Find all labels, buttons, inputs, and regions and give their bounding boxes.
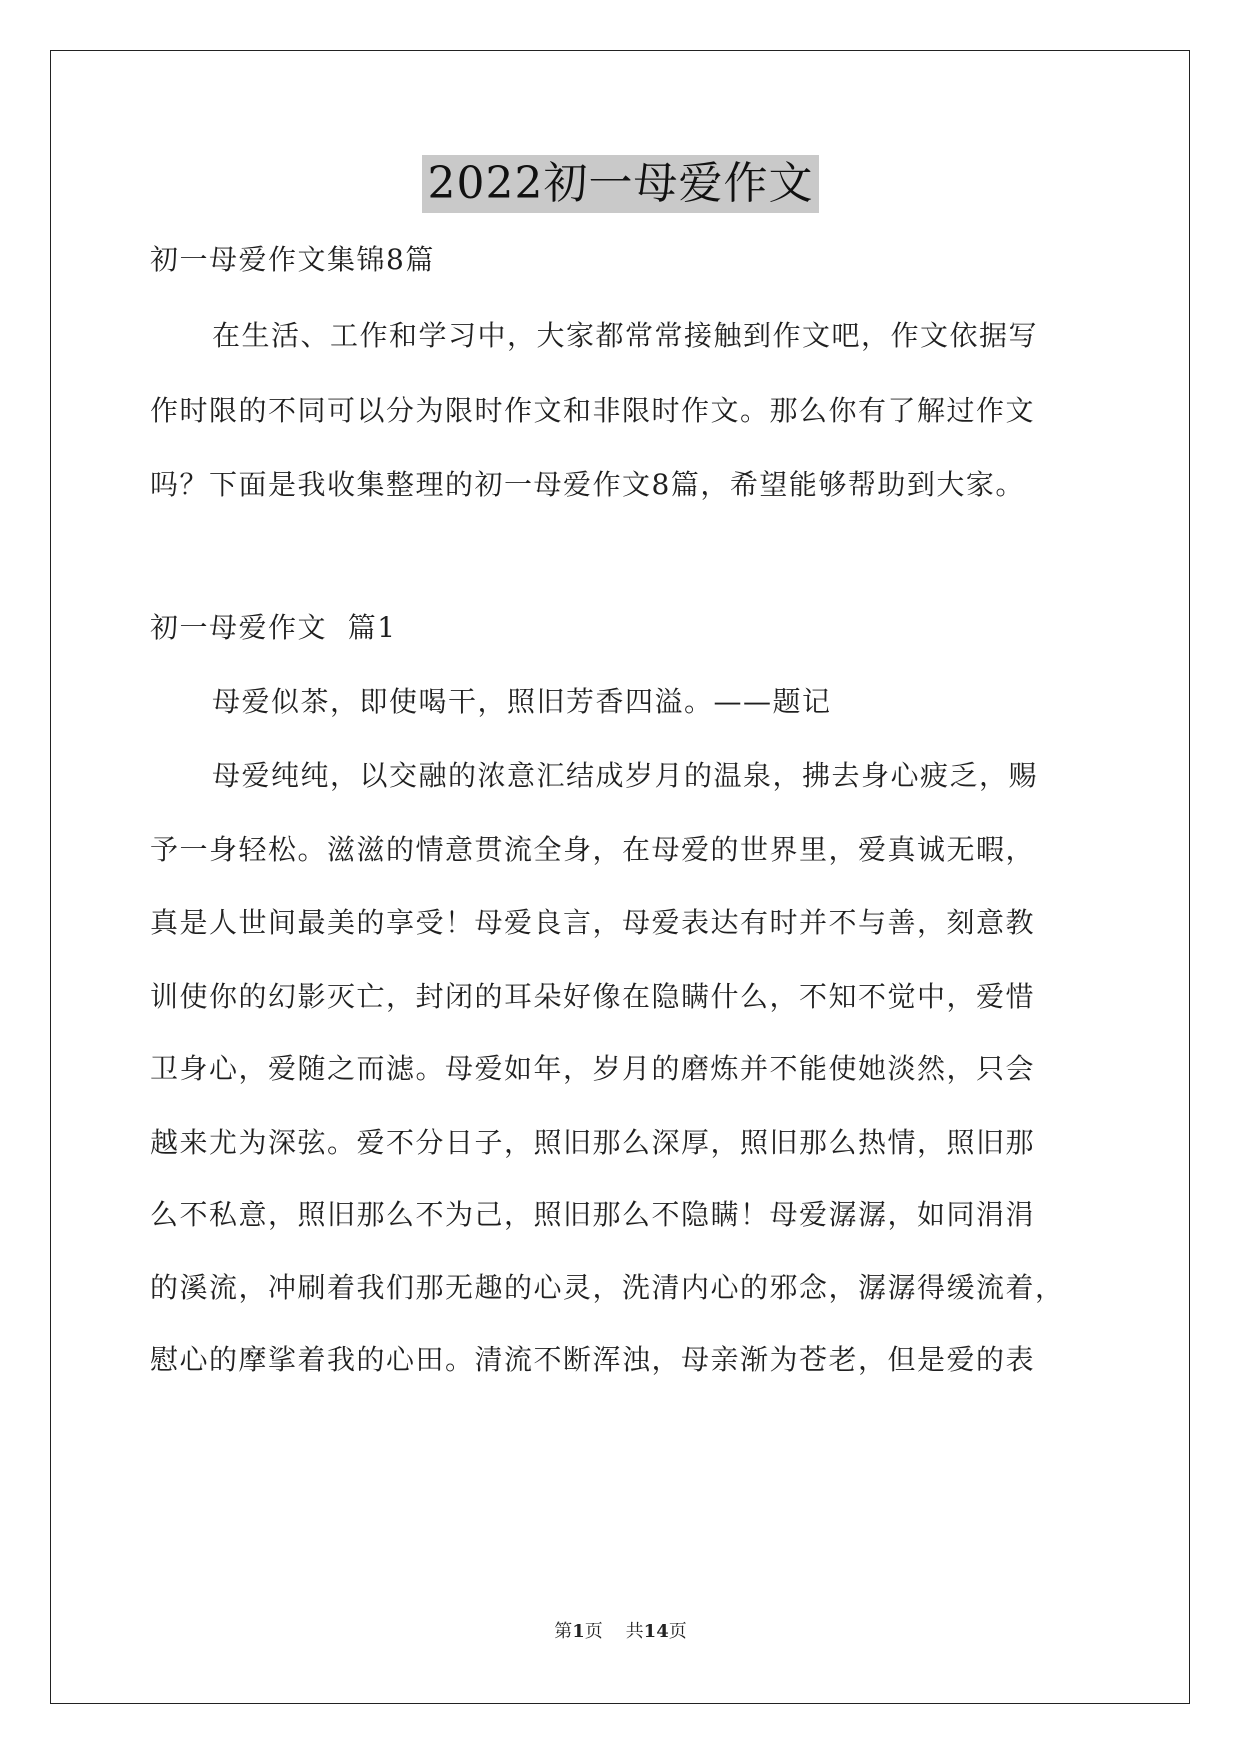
- page-border: [50, 50, 1190, 1704]
- document-subtitle: 初一母爱作文集锦8篇: [150, 243, 435, 276]
- intro-line-2: 作时限的不同可以分为限时作文和非限时作文。那么你有了解过作文: [150, 394, 1036, 427]
- body-line-9: 慰心的摩挲着我的心田。清流不断浑浊，母亲渐为苍老，但是爱的表: [150, 1343, 1036, 1376]
- body-line-7: 么不私意，照旧那么不为己，照旧那么不隐瞒！母爱潺潺，如同涓涓: [150, 1198, 1036, 1231]
- body-line-6: 越来尤为深弦。爱不分日子，照旧那么深厚，照旧那么热情，照旧那: [150, 1126, 1036, 1159]
- total-suffix: 页: [668, 1621, 687, 1642]
- body-line-4: 训使你的幻影灭亡，封闭的耳朵好像在隐瞒什么，不知不觉中，爱惜: [150, 980, 1036, 1013]
- body-line-2: 予一身轻松。滋滋的情意贯流全身，在母爱的世界里，爱真诚无暇，: [150, 833, 1036, 866]
- page-number: 1: [572, 1621, 585, 1642]
- body-line-8: 的溪流，冲刷着我们那无趣的心灵，洗清内心的邪念，潺潺得缓流着，: [150, 1271, 1065, 1304]
- body-line-5: 卫身心，爱随之而滤。母爱如年，岁月的磨炼并不能使她淡然，只会: [150, 1052, 1036, 1085]
- total-prefix: 共: [625, 1621, 644, 1642]
- page-suffix: 页: [584, 1621, 603, 1642]
- intro-line-3: 吗？下面是我收集整理的初一母爱作文8篇，希望能够帮助到大家。: [150, 468, 1025, 501]
- page-footer: [0, 1617, 1241, 1643]
- intro-line-1: 在生活、工作和学习中，大家都常常接触到作文吧，作文依据写: [212, 319, 1039, 352]
- section-heading: 初一母爱作文 篇1: [150, 611, 397, 644]
- page-prefix: 第: [554, 1621, 573, 1642]
- document-title: 2022初一母爱作文: [422, 155, 820, 213]
- body-line-1: 母爱纯纯，以交融的浓意汇结成岁月的温泉，拂去身心疲乏，赐: [212, 759, 1039, 792]
- title-container: [0, 155, 1241, 213]
- total-pages: 14: [643, 1621, 669, 1642]
- body-line-3: 真是人世间最美的享受！母爱良言，母爱表达有时并不与善，刻意教: [150, 906, 1036, 939]
- epigraph: 母爱似茶，即使喝干，照旧芳香四溢。——题记: [212, 685, 832, 718]
